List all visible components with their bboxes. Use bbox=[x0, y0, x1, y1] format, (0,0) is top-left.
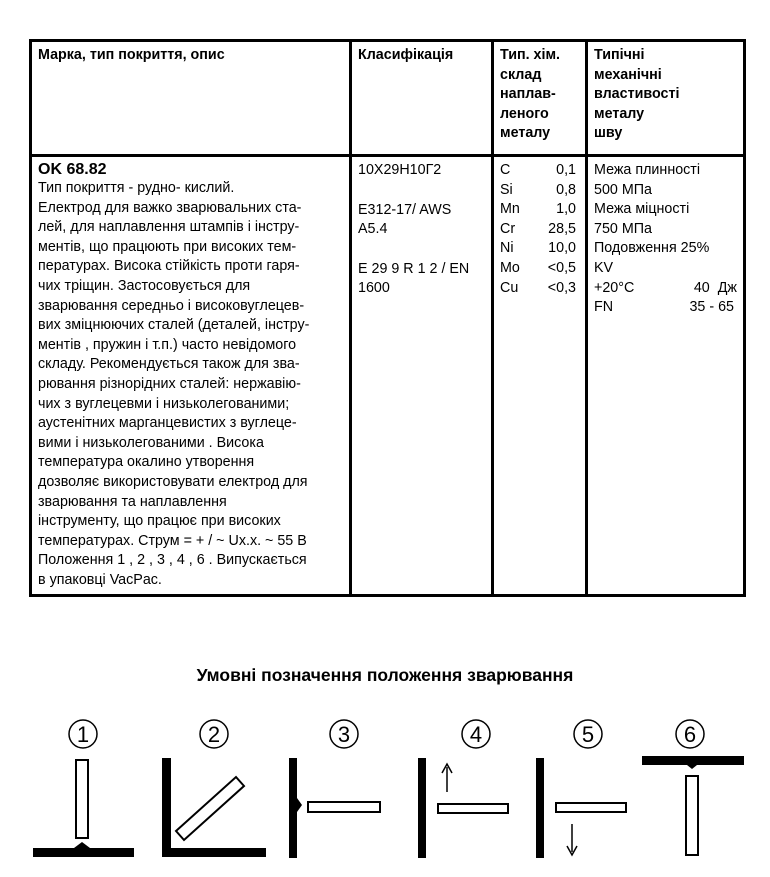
electrode-icon bbox=[556, 803, 626, 812]
description-line: інструменту, що працює при високих bbox=[38, 513, 281, 530]
description-line: аустенітних марганцевистих з вуглеце- bbox=[38, 415, 297, 432]
description-line: температурах. Струм = + / ~ Ux.x. ~ 55 В bbox=[38, 532, 307, 549]
description-line: пературах. Висока стійкість проти гаря- bbox=[38, 258, 300, 275]
description-line: Тип покриття - рудно- кислий. bbox=[38, 180, 235, 196]
impact-value: 40 bbox=[693, 279, 710, 296]
header-mechanical bbox=[587, 41, 745, 156]
classification-en: 1600 bbox=[358, 280, 390, 297]
chemistry-row bbox=[500, 161, 579, 181]
description-line: Положення 1 , 2 , 3 , 4 , 6 . Випускається bbox=[38, 552, 307, 569]
classification-en: E 29 9 R 1 2 / EN bbox=[358, 260, 470, 277]
header-chem-line: наплав- bbox=[500, 86, 556, 103]
chemistry-row bbox=[500, 239, 579, 259]
description-line: в упаковці VacPac. bbox=[38, 571, 162, 588]
description-line: рювання різнорідних сталей: нержавію- bbox=[38, 375, 301, 392]
position-4-diagram bbox=[418, 720, 508, 858]
electrode-spec-table bbox=[29, 39, 746, 597]
description-line: чих з вуглецевми і низьколегованими; bbox=[38, 395, 290, 412]
electrode-icon bbox=[438, 804, 508, 813]
header-chem-line: леного bbox=[500, 105, 549, 122]
description-line: ментів , пружин і т.п.) часто невідомого bbox=[38, 336, 297, 353]
ceiling-plate-icon bbox=[642, 756, 744, 769]
chemistry-value: <0,5 bbox=[547, 259, 576, 276]
mech-line: Подовження 25% bbox=[594, 240, 710, 257]
header-mech-line: шву bbox=[594, 125, 623, 142]
legend-title: Умовні позначення положення зварювання bbox=[196, 665, 574, 685]
header-chem-line: металу bbox=[500, 125, 551, 142]
header-mech-line: металу bbox=[594, 105, 645, 122]
chemistry-element: C bbox=[500, 162, 511, 178]
chemistry-value: 0,8 bbox=[556, 181, 576, 198]
description-line: чих тріщин. Застосовується для bbox=[38, 277, 251, 294]
chemistry-row bbox=[500, 220, 579, 240]
chemistry-element: Cr bbox=[500, 220, 516, 237]
wall-plate-icon bbox=[536, 758, 544, 858]
impact-unit: Дж bbox=[717, 279, 737, 296]
base-plate-icon bbox=[33, 842, 134, 857]
chemistry-cell bbox=[493, 156, 587, 596]
chemistry-element: Ni bbox=[500, 240, 514, 257]
description-line: дозволяє використовувати електрод для bbox=[38, 473, 308, 490]
table-header-row bbox=[31, 41, 745, 156]
impact-row bbox=[594, 279, 737, 299]
header-chem-line: Тип. хім. bbox=[500, 47, 561, 63]
position-1-diagram bbox=[33, 720, 134, 857]
position-number: 2 bbox=[207, 722, 221, 747]
chemistry-element: Mo bbox=[500, 259, 520, 276]
classification-cell bbox=[351, 156, 493, 596]
mech-line: KV bbox=[594, 259, 614, 276]
description-line: ментів, що працюють при високих тем- bbox=[38, 238, 297, 255]
chemistry-list bbox=[500, 161, 579, 298]
chemistry-row bbox=[500, 279, 579, 299]
mech-line: Межа плинності bbox=[594, 162, 701, 178]
header-chem-line: склад bbox=[500, 66, 542, 83]
description-cell bbox=[31, 156, 351, 596]
position-number: 4 bbox=[469, 722, 483, 747]
chemistry-element: Si bbox=[500, 181, 513, 198]
position-5-diagram bbox=[536, 720, 626, 858]
ferrite-row bbox=[594, 298, 737, 318]
classification-aws: A5.4 bbox=[358, 221, 388, 238]
description-line: лей, для наплавлення штампів і інстру- bbox=[38, 219, 300, 236]
position-number: 5 bbox=[581, 722, 595, 747]
wall-plate-icon bbox=[289, 758, 302, 858]
ferrite-value: 35 - 65 bbox=[689, 299, 734, 316]
chemistry-value: <0,3 bbox=[547, 279, 576, 296]
chemistry-element: Cu bbox=[500, 279, 519, 296]
position-6-diagram bbox=[642, 720, 744, 855]
impact-temp: +20°C bbox=[594, 279, 635, 296]
mech-line: 500 МПа bbox=[594, 181, 652, 198]
description-line: вими і низьколегованими . Висока bbox=[38, 434, 264, 451]
chemistry-row bbox=[500, 200, 579, 220]
description-line: вих зміцнюючих сталей (деталей, інстру- bbox=[38, 317, 310, 334]
classification-gost: 10Х29Н10Г2 bbox=[358, 162, 442, 178]
description-line: зварювання та наплавлення bbox=[38, 493, 227, 510]
welding-positions-legend bbox=[0, 700, 770, 877]
position-number: 6 bbox=[683, 722, 697, 747]
description-line: температура окалино утворення bbox=[38, 454, 255, 471]
electrode-icon bbox=[176, 777, 244, 840]
brand-name: OK 68.82 bbox=[38, 161, 107, 178]
classification-aws: E312-17/ AWS bbox=[358, 201, 452, 218]
header-mech-line: властивості bbox=[594, 86, 680, 103]
description-text bbox=[38, 179, 343, 590]
wall-plate-icon bbox=[418, 758, 426, 858]
ferrite-label: FN bbox=[594, 299, 614, 316]
electrode-icon bbox=[308, 802, 380, 812]
position-number: 1 bbox=[76, 722, 90, 747]
mech-line: 750 МПа bbox=[594, 220, 652, 237]
chemistry-row bbox=[500, 259, 579, 279]
chemistry-element: Mn bbox=[500, 201, 520, 218]
description-line: складу. Рекомендується також для зва- bbox=[38, 356, 300, 373]
mech-line: Межа міцності bbox=[594, 201, 690, 218]
header-mech-line: механічні bbox=[594, 66, 662, 83]
electrode-icon bbox=[76, 760, 88, 838]
description-line: зварювання середньо і високовуглецев- bbox=[38, 297, 305, 314]
position-2-diagram bbox=[162, 720, 266, 857]
position-number: 3 bbox=[337, 722, 351, 747]
chemistry-value: 10,0 bbox=[548, 240, 576, 257]
header-chemistry bbox=[493, 41, 587, 156]
header-classification: Класифікація bbox=[351, 41, 493, 156]
electrode-icon bbox=[686, 776, 698, 855]
position-3-diagram bbox=[289, 720, 380, 858]
chemistry-value: 0,1 bbox=[556, 162, 576, 178]
header-mech-line: Типічні bbox=[594, 47, 645, 63]
description-line: Електрод для важко зварювальних ста- bbox=[38, 199, 302, 216]
header-brand: Марка, тип покриття, опис bbox=[31, 41, 351, 156]
chemistry-value: 28,5 bbox=[548, 220, 576, 237]
mechanical-cell bbox=[587, 156, 745, 596]
table-row bbox=[31, 156, 745, 596]
chemistry-value: 1,0 bbox=[556, 201, 576, 218]
chemistry-row bbox=[500, 181, 579, 201]
